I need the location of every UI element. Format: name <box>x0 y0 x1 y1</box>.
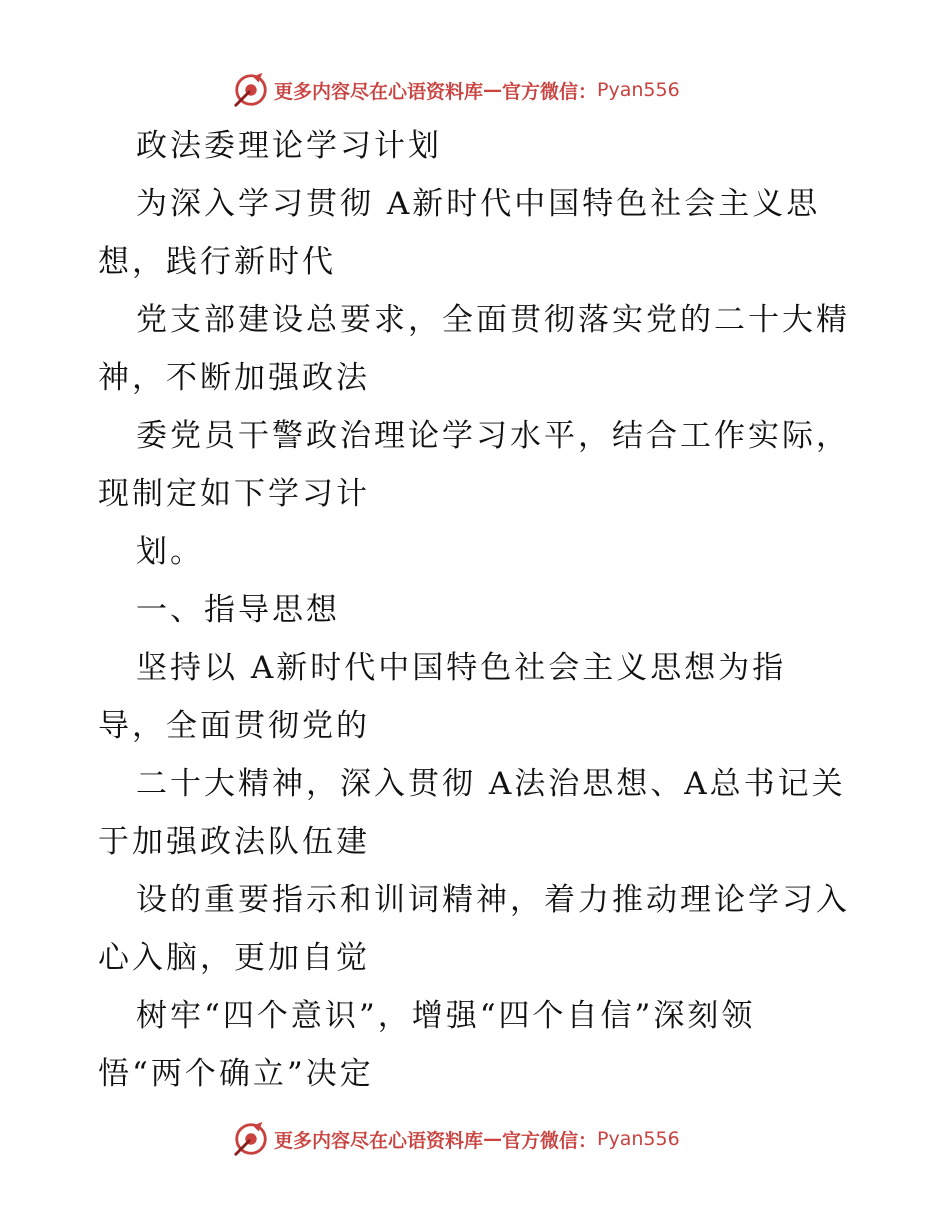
banner-slogan: 更多内容尽在心语资料库 <box>274 80 484 103</box>
text-line: 一、指导思想 <box>136 592 340 628</box>
text-line: 现制定如下学习计 <box>98 476 370 512</box>
banner-wechat-id: Pyan556 <box>597 1128 680 1150</box>
text-line: 想，践行新时代 <box>98 244 336 280</box>
document-body <box>98 117 868 1103</box>
text-line: 为深入学习贯彻 A新时代中国特色社会主义思 <box>136 186 821 222</box>
header-banner <box>232 70 680 110</box>
banner-wechat-id: Pyan556 <box>597 79 680 101</box>
banner-wechat-label: 官方微信： <box>502 80 598 103</box>
text-line: 神，不断加强政法 <box>98 360 370 396</box>
text-line: 树牢“四个意识”，增强“四个自信”深刻领 <box>136 998 756 1034</box>
banner-slogan: 更多内容尽在心语资料库 <box>274 1129 484 1152</box>
text-line: 于加强政法队伍建 <box>98 824 370 860</box>
text-line: 心入脑，更加自觉 <box>98 940 370 976</box>
text-line: 党支部建设总要求，全面贯彻落实党的二十大精 <box>136 302 850 338</box>
text-line: 坚持以 A新时代中国特色社会主义思想为指 <box>136 650 787 686</box>
text-line: 悟“两个确立”决定 <box>98 1056 374 1092</box>
text-line: 划。 <box>136 534 204 570</box>
text-line: 政法委理论学习计划 <box>136 128 442 164</box>
text-line: 设的重要指示和训词精神，着力推动理论学习入 <box>136 882 850 918</box>
pen-logo-icon <box>232 71 270 109</box>
banner-dash: — <box>483 1128 503 1150</box>
banner-dash: — <box>483 79 503 101</box>
banner-wechat-label: 官方微信： <box>502 1129 598 1152</box>
text-line: 二十大精神，深入贯彻 A法治思想、A总书记关 <box>136 766 846 802</box>
pen-logo-icon <box>232 1120 270 1158</box>
text-line: 委党员干警政治理论学习水平，结合工作实际， <box>136 418 850 454</box>
text-line: 导，全面贯彻党的 <box>98 708 370 744</box>
footer-banner <box>232 1119 680 1159</box>
